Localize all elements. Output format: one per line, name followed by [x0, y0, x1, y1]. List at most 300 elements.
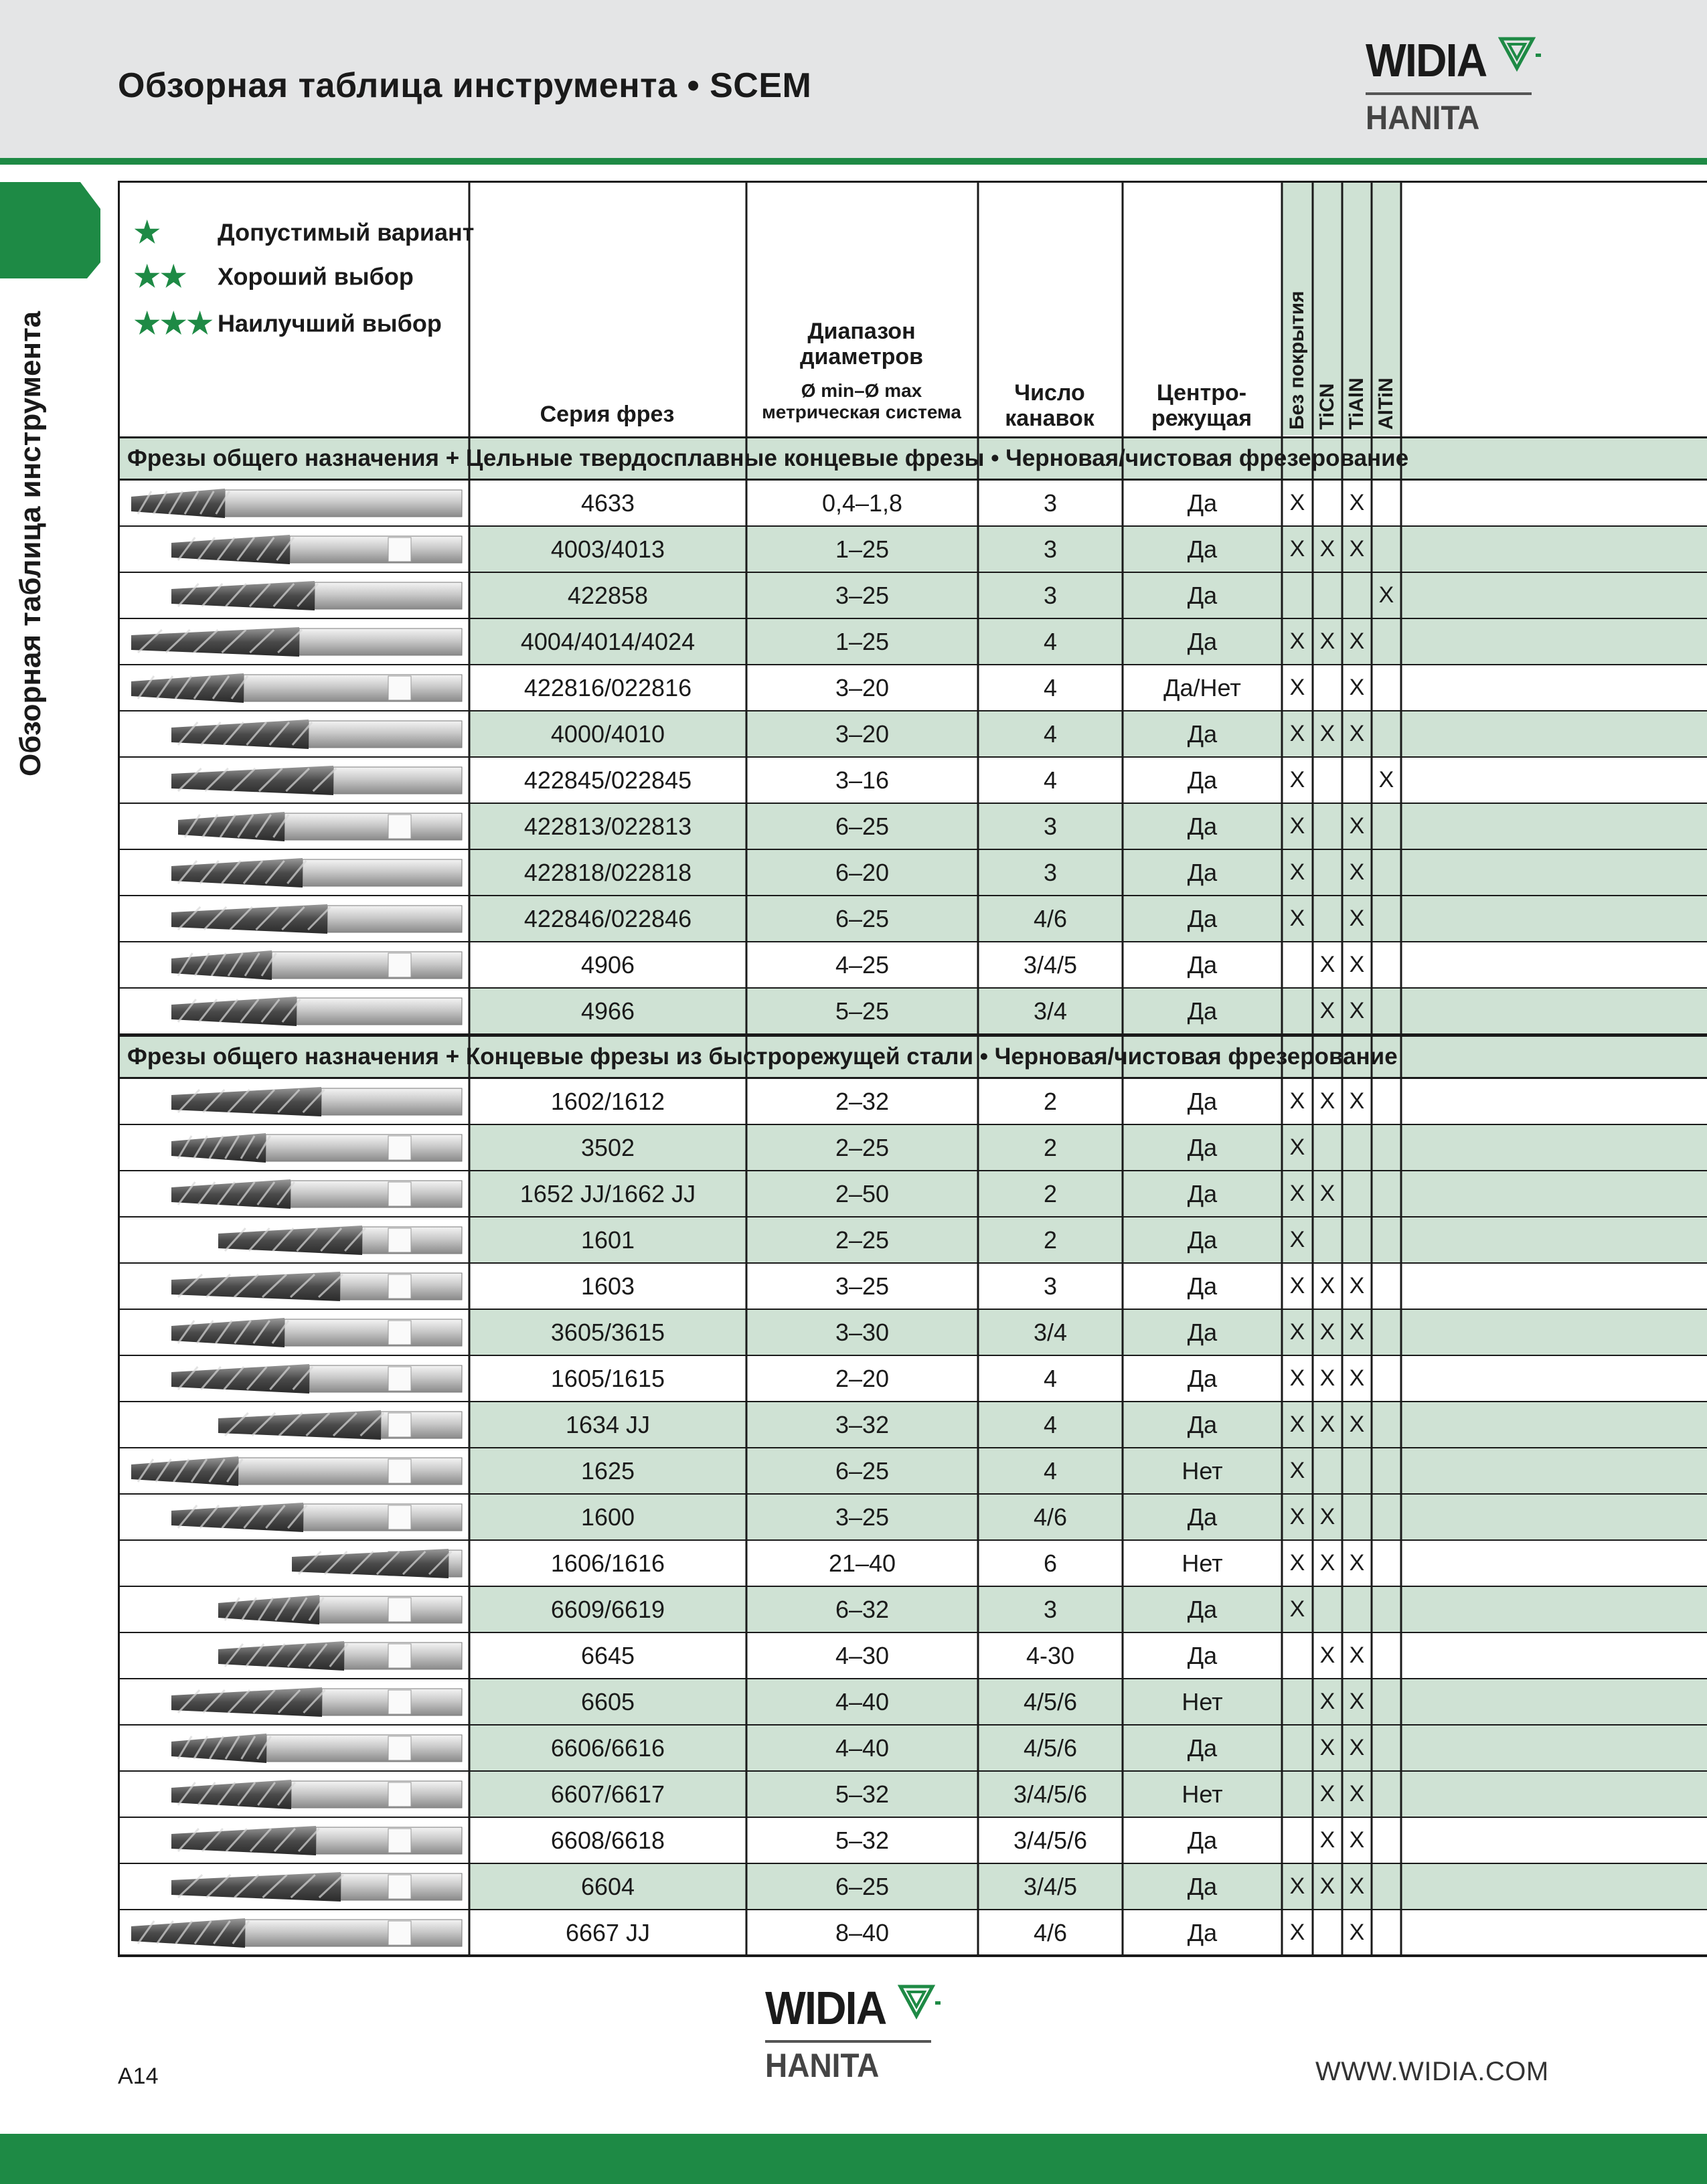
tool-image-cell [118, 758, 469, 803]
end-mill-icon [118, 1217, 469, 1262]
coating-mark-cell: X [1319, 1643, 1335, 1668]
row-fill [1402, 1772, 1707, 1817]
coating-mark-cell [1313, 481, 1342, 525]
diameter-cell: 3–25 [747, 573, 977, 618]
coating-mark-cell: X [1343, 1726, 1371, 1770]
coating-mark-cell: X [1319, 952, 1335, 977]
series-cell: 1634 JJ [470, 1402, 746, 1447]
coating-mark-cell: X [1343, 989, 1371, 1033]
end-mill-icon [118, 896, 469, 941]
tool-image-cell [118, 1772, 469, 1817]
table-row [118, 1448, 1707, 1495]
coating-mark-cell [1372, 1541, 1400, 1586]
center-cutting-cell: Да [1187, 766, 1218, 794]
diameter-cell: 1–25 [747, 619, 977, 664]
center-cutting-cell: Да [1123, 1495, 1281, 1539]
coating-mark-cell: X [1283, 711, 1312, 756]
website-link[interactable]: WWW.WIDIA.COM [1315, 2057, 1549, 2086]
tool-image-cell [118, 1495, 469, 1539]
logo-brand: WIDIA [765, 1982, 886, 2034]
coating-mark-cell [1372, 1402, 1400, 1447]
end-mill-icon [118, 804, 469, 849]
end-mill-icon [118, 1356, 469, 1401]
row-fill [1402, 1864, 1707, 1909]
coating-mark-cell [1313, 665, 1342, 710]
coating-mark-cell: X [1319, 1088, 1335, 1114]
series-cell: 6607/6617 [470, 1772, 746, 1817]
row-fill [1402, 1587, 1707, 1632]
center-cutting-cell: Да [1187, 1272, 1218, 1300]
diameter-cell: 4–40 [747, 1679, 977, 1724]
end-mill-icon [118, 1402, 469, 1447]
table-row [118, 1217, 1707, 1264]
end-mill-icon [118, 850, 469, 895]
flutes-cell: 4/6 [979, 1495, 1122, 1539]
center-cutting-cell: Да [1123, 1310, 1281, 1355]
coating-mark-cell [1372, 1310, 1400, 1355]
diameter-cell: 8–40 [835, 1919, 890, 1946]
coating-mark-cell: X [1283, 804, 1312, 849]
table-row [118, 481, 1707, 527]
center-cutting-cell: Да [1123, 619, 1281, 664]
coating-mark-cell: X [1313, 1726, 1342, 1770]
diameter-cell: 2–25 [747, 1125, 977, 1170]
col-header-ticn: TiCN [1316, 383, 1338, 430]
tool-image-cell [118, 619, 469, 664]
flutes-cell: 4 [979, 1448, 1122, 1493]
row-fill [1402, 850, 1707, 895]
coating-mark-cell: X [1319, 1365, 1335, 1391]
star-icon: ★★★ [134, 307, 214, 340]
tool-image-cell [118, 1818, 469, 1863]
center-cutting-cell: Да [1123, 804, 1281, 849]
coating-mark-cell [1372, 711, 1400, 756]
col-header-diameter: Диапазон диаметров Ø min–Ø max метрическая система [762, 319, 961, 422]
row-fill [1402, 1910, 1707, 1955]
coating-mark-cell [1372, 481, 1400, 525]
flutes-cell: 2 [979, 1125, 1122, 1170]
coating-mark-cell: X [1283, 619, 1312, 664]
diameter-cell: 6–25 [747, 896, 977, 941]
end-mill-icon [118, 1448, 469, 1493]
diameter-cell: 6–25 [747, 1448, 977, 1493]
table-row [118, 1264, 1707, 1310]
table-row [118, 1079, 1707, 1125]
end-mill-icon [118, 942, 469, 987]
coating-mark-cell: X [1283, 527, 1312, 572]
coating-mark-cell: X [1343, 804, 1371, 849]
flutes-cell: 3 [979, 804, 1122, 849]
coating-mark-cell [1343, 1495, 1371, 1539]
diameter-cell: 5–25 [747, 989, 977, 1033]
center-cutting-cell: Да [1187, 1365, 1218, 1392]
diameter-cell: 6–20 [747, 850, 977, 895]
coating-mark-cell: X [1289, 1088, 1305, 1114]
coating-mark-cell [1372, 1679, 1400, 1724]
coating-mark-cell: X [1283, 1310, 1312, 1355]
coating-mark-cell: X [1289, 1550, 1305, 1576]
flutes-cell: 4/6 [1033, 1919, 1068, 1946]
logo-sub: HANITA [765, 2047, 880, 2084]
diameter-cell: 5–32 [835, 1827, 890, 1854]
tool-image-cell [118, 711, 469, 756]
end-mill-icon [118, 1910, 469, 1955]
tool-image-cell [118, 573, 469, 618]
row-fill [1402, 1217, 1707, 1262]
logo-triangle-icon [898, 1981, 945, 2021]
coating-mark-cell: X [1283, 1495, 1312, 1539]
coating-mark-cell: X [1319, 1550, 1335, 1576]
coating-mark-cell [1313, 896, 1342, 941]
coating-mark-cell [1372, 1079, 1400, 1124]
row-fill [1402, 1079, 1707, 1124]
row-fill [1402, 1726, 1707, 1770]
tool-image-cell [118, 1633, 469, 1678]
side-label: Обзорная таблица инструмента [14, 311, 47, 776]
end-mill-icon [118, 1679, 469, 1724]
row-fill [1402, 1818, 1707, 1863]
coating-mark-cell [1313, 850, 1342, 895]
table-row [118, 1633, 1707, 1679]
coating-mark-cell: X [1313, 1864, 1342, 1909]
center-cutting-cell: Да [1187, 489, 1218, 517]
row-fill [1402, 1171, 1707, 1216]
tool-image-cell [118, 942, 469, 987]
flutes-cell: 3/4/5 [1023, 951, 1078, 979]
center-cutting-cell: Да [1123, 1171, 1281, 1216]
tool-image-cell [118, 1356, 469, 1401]
table-row [118, 1864, 1707, 1910]
row-fill [1402, 711, 1707, 756]
row-fill [1402, 481, 1707, 525]
footer-bar [0, 2134, 1707, 2184]
section-title: Фрезы общего назначения + Концевые фрезы из быстрорежущей стали • Черновая/чистовая фрезерование [127, 1043, 1398, 1070]
row-fill [1402, 1448, 1707, 1493]
row-fill [1402, 758, 1707, 803]
logo-divider [765, 2040, 931, 2043]
table-row [118, 758, 1707, 804]
flutes-cell: 4 [1043, 1365, 1058, 1392]
row-fill [1402, 1495, 1707, 1539]
coating-mark-cell: X [1283, 1587, 1312, 1632]
coating-mark-cell: X [1349, 1550, 1365, 1576]
table-row [118, 896, 1707, 942]
page-title: Обзорная таблица инструмента • SCEM [118, 66, 812, 105]
table-row [118, 1541, 1707, 1587]
legend-item: ★★★ Наилучший выбор [134, 307, 442, 340]
tool-image-cell [118, 1726, 469, 1770]
series-cell: 6604 [470, 1864, 746, 1909]
table-row [118, 1587, 1707, 1633]
series-cell: 3605/3615 [470, 1310, 746, 1355]
widia-hanita-logo [1366, 33, 1540, 141]
flutes-cell: 3/4/5/6 [1013, 1827, 1088, 1854]
table-row [118, 527, 1707, 573]
row-fill [1402, 896, 1707, 941]
logo-sub: HANITA [1366, 99, 1480, 137]
coating-mark-cell: X [1343, 1864, 1371, 1909]
tool-image-cell [118, 1079, 469, 1124]
page-number: A14 [118, 2064, 159, 2089]
tool-image-cell [118, 1910, 469, 1955]
table-row [118, 989, 1707, 1035]
diameter-cell: 6–32 [747, 1587, 977, 1632]
table-row [118, 1310, 1707, 1356]
coating-mark-cell: X [1289, 767, 1305, 792]
end-mill-icon [118, 989, 469, 1033]
logo-brand: WIDIA [1366, 34, 1487, 86]
coating-mark-cell: X [1349, 952, 1365, 977]
tool-image-cell [118, 1864, 469, 1909]
header-rule [0, 158, 1707, 165]
coating-mark-cell [1372, 1495, 1400, 1539]
row-fill [1402, 1402, 1707, 1447]
coating-mark-cell [1372, 1171, 1400, 1216]
series-cell: 3502 [470, 1125, 746, 1170]
tool-image-cell [118, 1171, 469, 1216]
coating-mark-cell: X [1349, 1827, 1365, 1853]
tool-image-cell [118, 1541, 469, 1586]
coating-mark-cell: X [1319, 1273, 1335, 1298]
series-cell: 6609/6619 [470, 1587, 746, 1632]
coating-mark-cell [1343, 1587, 1371, 1632]
center-cutting-cell: Да [1187, 951, 1218, 979]
center-cutting-cell: Да [1187, 1919, 1218, 1946]
center-cutting-cell: Да [1123, 1217, 1281, 1262]
flutes-cell: 4 [979, 619, 1122, 664]
section-heading [118, 1035, 1707, 1079]
series-cell: 1601 [470, 1217, 746, 1262]
diameter-cell: 3–25 [747, 1495, 977, 1539]
table-row [118, 1356, 1707, 1402]
coating-mark-cell: X [1289, 1273, 1305, 1298]
table-row [118, 1171, 1707, 1217]
table-row [118, 1726, 1707, 1772]
end-mill-icon [118, 1495, 469, 1539]
coating-mark-cell: X [1289, 1365, 1305, 1391]
coating-mark-cell [1372, 1217, 1400, 1262]
tool-image-cell [118, 1679, 469, 1724]
flutes-cell: 4 [1043, 674, 1058, 701]
coating-mark-cell: X [1343, 1402, 1371, 1447]
center-cutting-cell: Да [1123, 527, 1281, 572]
coating-mark-cell: X [1378, 767, 1394, 792]
col-header-series: Серия фрез [540, 402, 675, 427]
coating-mark-cell [1343, 1217, 1371, 1262]
section-heading [118, 436, 1707, 481]
coating-mark-cell: X [1313, 1679, 1342, 1724]
tool-image-cell [118, 665, 469, 710]
flutes-cell: 3/4/5 [979, 1864, 1122, 1909]
tool-image-cell [118, 1264, 469, 1309]
flutes-cell: 3 [979, 573, 1122, 618]
coating-mark-cell: X [1289, 675, 1305, 700]
coating-mark-cell [1372, 989, 1400, 1033]
table-row [118, 619, 1707, 665]
center-cutting-cell: Да [1123, 1125, 1281, 1170]
end-mill-icon [118, 1633, 469, 1678]
tool-image-cell [118, 1310, 469, 1355]
center-cutting-cell: Да [1123, 1726, 1281, 1770]
coating-mark-cell [1283, 989, 1312, 1033]
tool-image-cell [118, 1448, 469, 1493]
coating-mark-cell [1372, 1910, 1400, 1955]
series-cell: 1602/1612 [550, 1088, 665, 1115]
diameter-cell: 2–50 [747, 1171, 977, 1216]
table-row [118, 1495, 1707, 1541]
logo-divider [1366, 92, 1532, 95]
diameter-cell: 0,4–1,8 [821, 489, 903, 517]
tool-image-cell [118, 850, 469, 895]
center-cutting-cell: Да [1123, 989, 1281, 1033]
coating-mark-cell [1283, 942, 1312, 987]
coating-mark-cell: X [1349, 1273, 1365, 1298]
table-row [118, 850, 1707, 896]
coating-mark-cell [1372, 1864, 1400, 1909]
flutes-cell: 4-30 [1026, 1642, 1075, 1669]
coating-mark-cell [1372, 1356, 1400, 1401]
coating-mark-cell [1372, 942, 1400, 987]
series-cell: 1606/1616 [550, 1549, 665, 1577]
coating-mark-cell: X [1349, 1643, 1365, 1668]
coating-mark-cell: X [1283, 1171, 1312, 1216]
end-mill-icon [118, 1818, 469, 1863]
end-mill-icon [118, 1079, 469, 1124]
coating-mark-cell: X [1313, 1772, 1342, 1817]
row-fill [1402, 1541, 1707, 1586]
row-fill [1402, 1264, 1707, 1309]
series-cell: 422845/022845 [523, 766, 692, 794]
col-header-uncoated: Без покрытия [1286, 290, 1308, 430]
diameter-cell: 3–20 [835, 674, 890, 701]
coating-mark-cell: X [1343, 527, 1371, 572]
tool-overview-table [118, 181, 1707, 1957]
coating-mark-cell [1372, 665, 1400, 710]
coating-mark-cell [1313, 804, 1342, 849]
center-cutting-cell: Да [1123, 850, 1281, 895]
end-mill-icon [118, 1125, 469, 1170]
table-row [118, 573, 1707, 619]
end-mill-icon [118, 619, 469, 664]
coating-mark-cell [1283, 1633, 1312, 1678]
coating-mark-cell: X [1313, 1171, 1342, 1216]
table-row [118, 942, 1707, 989]
center-cutting-cell: Да [1187, 1642, 1218, 1669]
diameter-cell: 3–16 [835, 766, 890, 794]
table-row [118, 1679, 1707, 1726]
tool-image-cell [118, 989, 469, 1033]
flutes-cell: 3/4 [979, 989, 1122, 1033]
tool-image-cell [118, 804, 469, 849]
series-cell: 422818/022818 [470, 850, 746, 895]
flutes-cell: 6 [1043, 1549, 1058, 1577]
flutes-cell: 3 [1043, 1272, 1058, 1300]
tool-image-cell [118, 1402, 469, 1447]
end-mill-icon [118, 1587, 469, 1632]
coating-mark-cell: X [1283, 896, 1312, 941]
diameter-cell: 6–25 [747, 1864, 977, 1909]
row-fill [1402, 804, 1707, 849]
flutes-cell: 3 [979, 527, 1122, 572]
end-mill-icon [118, 573, 469, 618]
center-cutting-cell: Да [1123, 1864, 1281, 1909]
diameter-cell: 2–25 [747, 1217, 977, 1262]
end-mill-icon [118, 527, 469, 572]
end-mill-icon [118, 1772, 469, 1817]
coating-mark-cell [1313, 1217, 1342, 1262]
tool-image-cell [118, 1217, 469, 1262]
coating-mark-cell [1372, 1818, 1400, 1863]
coating-mark-cell [1372, 804, 1400, 849]
series-cell: 422816/022816 [523, 674, 692, 701]
coating-mark-cell [1372, 1125, 1400, 1170]
coating-mark-cell: X [1313, 619, 1342, 664]
diameter-cell: 4–25 [835, 951, 890, 979]
coating-mark-cell [1283, 1679, 1312, 1724]
flutes-cell: 4 [1043, 766, 1058, 794]
center-cutting-cell: Нет [1123, 1772, 1281, 1817]
diameter-cell: 2–32 [835, 1088, 890, 1115]
table-row [118, 1125, 1707, 1171]
diameter-cell: 4–30 [835, 1642, 890, 1669]
coating-mark-cell: X [1289, 1920, 1305, 1945]
row-fill [1402, 619, 1707, 664]
series-cell: 422846/022846 [470, 896, 746, 941]
coating-mark-cell [1372, 1587, 1400, 1632]
series-cell: 422858 [470, 573, 746, 618]
coating-mark-cell: X [1343, 711, 1371, 756]
series-cell: 4000/4010 [470, 711, 746, 756]
center-cutting-cell: Нет [1182, 1549, 1223, 1577]
row-fill [1402, 665, 1707, 710]
row-fill [1402, 1679, 1707, 1724]
col-header-tialn: TiAlN [1346, 377, 1368, 430]
series-cell: 1652 JJ/1662 JJ [470, 1171, 746, 1216]
coating-mark-cell: X [1283, 1125, 1312, 1170]
end-mill-icon [118, 1541, 469, 1586]
coating-mark-cell [1283, 1772, 1312, 1817]
table-row [118, 1772, 1707, 1818]
series-cell: 1605/1615 [550, 1365, 665, 1392]
table-row [118, 1818, 1707, 1864]
coating-mark-cell [1313, 1910, 1342, 1955]
flutes-cell: 2 [979, 1217, 1122, 1262]
tool-image-cell [118, 481, 469, 525]
center-cutting-cell: Да [1123, 711, 1281, 756]
flutes-cell: 3/4 [979, 1310, 1122, 1355]
center-cutting-cell: Да [1187, 1827, 1218, 1854]
coating-mark-cell: X [1313, 989, 1342, 1033]
row-fill [1402, 527, 1707, 572]
coating-mark-cell: X [1313, 1310, 1342, 1355]
table-row [118, 665, 1707, 711]
row-fill [1402, 1310, 1707, 1355]
coating-mark-cell: X [1343, 619, 1371, 664]
center-cutting-cell: Нет [1123, 1448, 1281, 1493]
coating-mark-cell: X [1319, 1827, 1335, 1853]
end-mill-icon [118, 711, 469, 756]
series-cell: 4633 [580, 489, 635, 517]
flutes-cell: 4 [979, 711, 1122, 756]
coating-mark-cell: X [1283, 850, 1312, 895]
row-fill [1402, 573, 1707, 618]
flutes-cell: 3 [979, 1587, 1122, 1632]
flutes-cell: 4/6 [979, 896, 1122, 941]
coating-mark-cell [1283, 1818, 1312, 1863]
center-cutting-cell: Да [1187, 1088, 1218, 1115]
center-cutting-cell: Да/Нет [1163, 674, 1241, 701]
col-header-altin: AlTiN [1375, 377, 1397, 430]
